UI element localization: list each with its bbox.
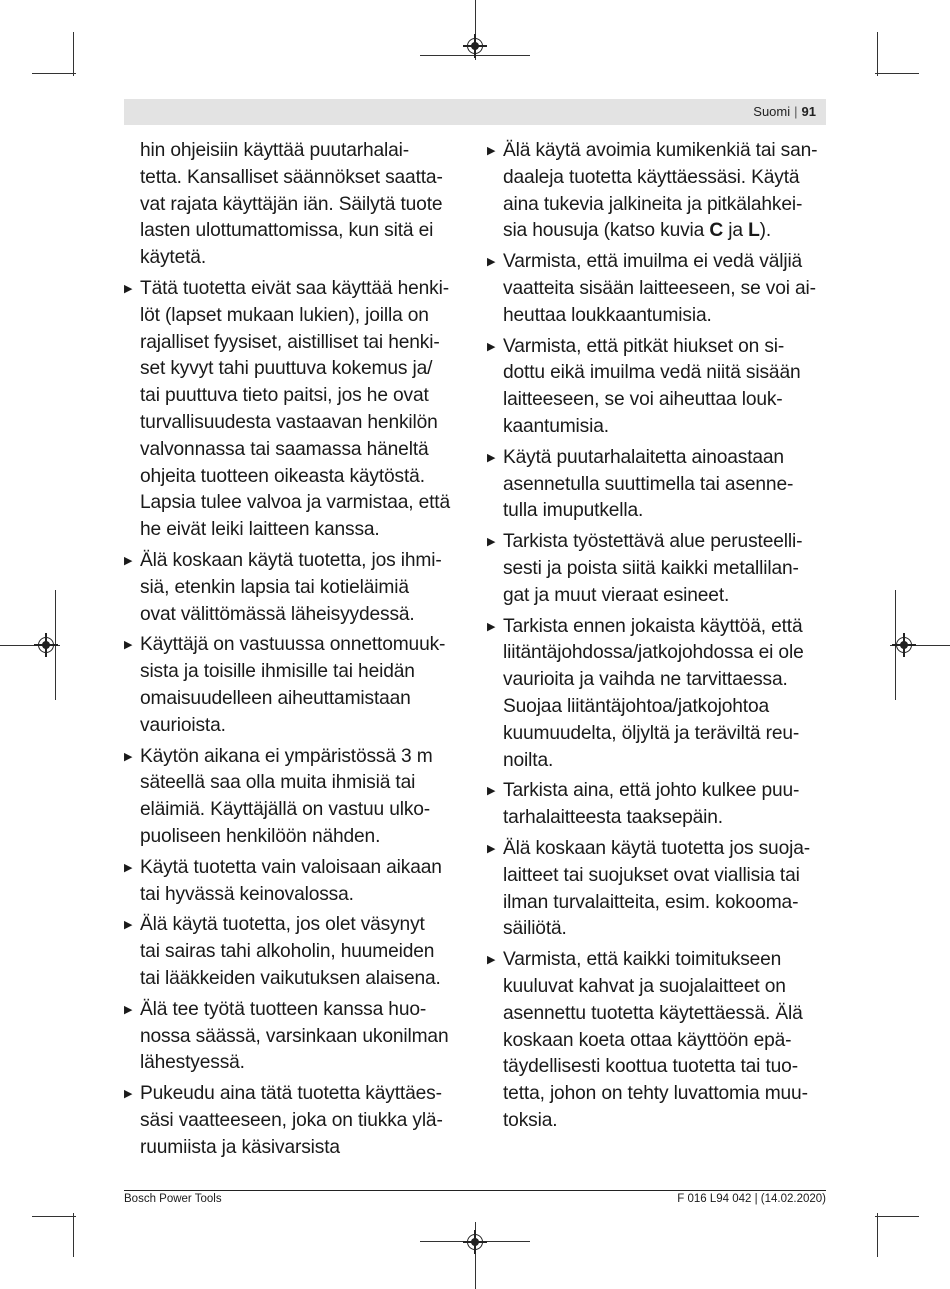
text-line: ohjeita tuotteen oikeasta käytöstä. (140, 465, 425, 487)
text-line: gat ja muut vieraat esineet. (503, 584, 730, 606)
text-line: täydellisesti koottua tuotetta tai tuo- (503, 1056, 798, 1078)
right-column (487, 138, 827, 1139)
text-line: tulla imuputkella. (503, 500, 644, 522)
text-line: liitäntäjohdossa/jatkojohdossa ei ole (503, 642, 804, 664)
footer-doc-id: F 016 L94 042 | (14.02.2020) (677, 1193, 826, 1205)
registration-mark-icon (38, 637, 54, 653)
footer-rule (124, 1190, 826, 1191)
bullet-item (124, 912, 464, 992)
text-line: vaurioita ja vaihda ne tarvittaessa. (503, 669, 788, 691)
registration-mark-icon (467, 1234, 483, 1250)
text-line: ▶ Älä käytä avoimia kumikenkiä tai san- (503, 140, 818, 161)
text-line: tetta, johon on tehty luvattomia muu- (503, 1083, 808, 1105)
text-line: asennetulla suuttimella tai asenne- (503, 473, 794, 495)
bullet-item (124, 744, 464, 851)
bullet-item (487, 138, 827, 245)
bullet-item (124, 1081, 464, 1161)
text-line: ▶ Tarkista ennen jokaista käyttöä, että (503, 615, 803, 637)
crop-mark (32, 1216, 76, 1217)
text-line: ▶ Käyttäjä on vastuussa onnettomuuk- (140, 634, 446, 656)
bullet-item (487, 334, 827, 441)
bullet-item (487, 836, 827, 943)
text-line: siä, etenkin lapsia tai kotieläimiä (140, 576, 409, 598)
bullet-item (487, 529, 827, 609)
text-line: ▶ Älä käytä tuotetta, jos olet väsynyt (140, 914, 425, 936)
text-line: ▶ Tarkista työstettävä alue perusteelli- (503, 531, 803, 553)
text-line: dottu eikä imuilma vedä niitä sisään (503, 362, 801, 384)
text-line: ▶ Käytä puutarhalaitetta ainoastaan (503, 446, 784, 468)
page-number: 91 (801, 104, 816, 119)
text-line: Lapsia tulee valvoa ja varmistaa, että (140, 492, 451, 514)
text-line: ruumiista ja käsivarsista (140, 1136, 340, 1158)
text-line: tetta. Kansalliset säännökset saatta- (140, 166, 443, 188)
text-line: ▶ Älä koskaan käytä tuotetta jos suoja- (503, 837, 810, 859)
text-line: he eivät leiki laitteen kanssa. (140, 519, 380, 541)
text-line: ▶ Varmista, että kaikki toimitukseen (503, 949, 782, 971)
text-line: ▶ Pukeudu aina tätä tuotetta käyttäes- (140, 1083, 442, 1105)
text-line: säsi vaatteeseen, joka on tiukka ylä- (140, 1109, 443, 1131)
text-line: tai sairas tahi alkoholin, huumeiden (140, 941, 435, 963)
text-line: ilman turvalaitteita, esim. kokooma- (503, 891, 799, 913)
text-line: nossa säässä, varsinkaan ukonilman (140, 1025, 449, 1047)
text-line: ▶ Varmista, että pitkät hiukset on si- (503, 335, 785, 357)
text-line: sesti ja poista siitä kaikki metallilan- (503, 557, 799, 579)
text-line: rajalliset fyysiset, aistilliset tai henki- (140, 331, 440, 353)
bullet-item (487, 445, 827, 525)
text-line: vaatteita sisään laitteeseen, se voi ai- (503, 277, 816, 299)
figure-reference: C (709, 220, 724, 242)
bullet-item (124, 997, 464, 1077)
text-line: löt (lapset mukaan lukien), joilla on (140, 304, 429, 326)
bullet-item (487, 778, 827, 832)
text-line: puoliseen henkilöön nähden. (140, 825, 381, 847)
text-line: kaantumisia. (503, 415, 609, 437)
footer-brand: Bosch Power Tools (124, 1193, 222, 1205)
text-line: asennettu tuotetta käytettäessä. Älä (503, 1002, 803, 1024)
text-line: vat rajata käyttäjän iän. Säilytä tuote (140, 193, 443, 215)
text-line: sista ja toisille ihmisille tai heidän (140, 661, 415, 683)
text-line: heuttaa loukkaantumisia. (503, 304, 712, 326)
text-line: ▶ Älä koskaan käytä tuotetta, jos ihmi- (140, 549, 442, 571)
bullet-item (124, 548, 464, 628)
text-fragment: ja (723, 220, 749, 242)
bullet-item (487, 614, 827, 775)
crop-mark (875, 1216, 919, 1217)
bullet-item (124, 855, 464, 909)
text-line: lähestyessä. (140, 1052, 245, 1074)
text-line: turvallisuudesta vastaavan henkilön (140, 411, 438, 433)
bullet-item (487, 249, 827, 329)
text-line: eläimiä. Käyttäjällä on vastuu ulko- (140, 799, 431, 821)
text-line: valvonnassa tai saamassa häneltä (140, 438, 429, 460)
figure-reference: L (748, 220, 760, 242)
bullet-item (124, 632, 464, 739)
text-line: Suojaa liitäntäjohtoa/jatkojohtoa (503, 695, 770, 717)
text-line: säiliötä. (503, 918, 567, 940)
text-line: ▶ Käytön aikana ei ympäristössä 3 m (140, 745, 433, 767)
registration-mark-icon (896, 637, 912, 653)
text-line: tai hyvässä keinovalossa. (140, 883, 354, 905)
section-title: Suomi (753, 104, 791, 119)
crop-mark (73, 1213, 74, 1257)
text-line: ▶ Tätä tuotetta eivät saa käyttää henki- (140, 277, 449, 299)
text-line: säteellä saa olla muita ihmisiä tai (140, 772, 416, 794)
page-header (124, 99, 826, 125)
text-line: kuumuudelta, öljyltä ja teräviltä reu- (503, 722, 800, 744)
text-line: noilta. (503, 749, 554, 771)
text-line: set kyvyt tahi puuttuva kokemus ja/ (140, 358, 433, 380)
text-line (503, 218, 827, 245)
crop-mark (73, 32, 74, 76)
text-line: tarhalaitteesta taaksepäin. (503, 807, 723, 829)
text-line: lasten ulottumattomissa, kun sitä ei (140, 220, 434, 242)
text-fragment: ). (759, 220, 772, 242)
text-line: daaleja tuotetta käyttäessäsi. Käytä (503, 166, 800, 188)
text-line: tai lääkkeiden vaikutuksen alaisena. (140, 967, 441, 989)
text-line: laitteeseen, se voi aiheuttaa louk- (503, 389, 783, 411)
crop-mark (32, 73, 76, 74)
bullet-item (124, 276, 464, 544)
text-line: ovat välittömässä läheisyydessä. (140, 603, 415, 625)
crop-mark (877, 32, 878, 76)
left-column (124, 138, 464, 1165)
bullet-item (487, 947, 827, 1135)
text-line: vaurioista. (140, 714, 226, 736)
registration-mark-icon (467, 38, 483, 54)
text-line: ▶ Tarkista aina, että johto kulkee puu- (503, 780, 800, 802)
text-line: kuuluvat kahvat ja suojalaitteet on (503, 975, 786, 997)
text-line: käytetä. (140, 247, 206, 269)
header-text (753, 104, 816, 119)
text-line: omaisuudelleen aiheuttamistaan (140, 687, 411, 709)
text-line: koskaan koeta ottaa käyttöön epä- (503, 1029, 792, 1051)
crop-mark (875, 73, 919, 74)
text-line: aina tukevia jalkineita ja pitkälahkei- (503, 193, 803, 215)
text-line: ▶ Käytä tuotetta vain valoisaan aikaan (140, 856, 442, 878)
crop-mark (877, 1213, 878, 1257)
text-line: tai puuttuva tieto paitsi, jos he ovat (140, 385, 429, 407)
text-line: laitteet tai suojukset ovat viallisia tai (503, 864, 800, 886)
header-separator: | (794, 104, 798, 119)
text-line: ▶ Älä tee työtä tuotteen kanssa huo- (140, 998, 427, 1020)
text-line: toksia. (503, 1109, 558, 1131)
text-line: ▶ Varmista, että imuilma ei vedä väljiä (503, 251, 803, 273)
paragraph (124, 138, 464, 272)
text-fragment: sia housuja (katso kuvia (503, 220, 710, 242)
text-line: hin ohjeisiin käyttää puutarhalai- (140, 140, 410, 161)
